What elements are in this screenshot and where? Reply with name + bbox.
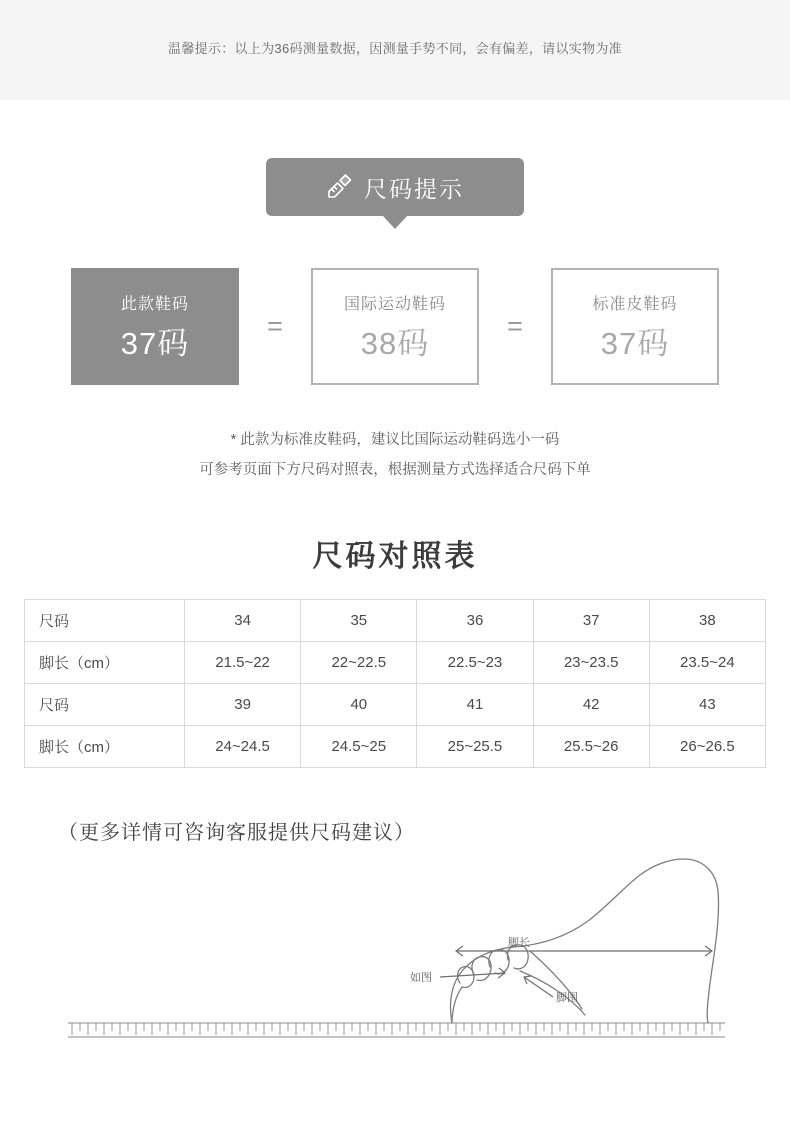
table-row-header: 尺码 (25, 684, 185, 726)
size-tip-banner (0, 158, 790, 216)
conversion-value: 37码 (120, 325, 190, 361)
size-table (24, 599, 766, 768)
conversion-box-international-sport (311, 268, 479, 385)
table-cell: 23~23.5 (533, 642, 649, 684)
table-cell: 24.5~25 (301, 726, 417, 768)
diagram-label-as-shown: 如图 (410, 972, 432, 984)
table-cell: 25.5~26 (533, 726, 649, 768)
conversion-caption: 此款鞋码 (120, 295, 189, 313)
foot-measure-diagram (0, 851, 790, 1076)
equals-sign-1: = (267, 311, 283, 341)
table-cell: 42 (533, 684, 649, 726)
table-cell: 26~26.5 (649, 726, 765, 768)
table-cell: 24~24.5 (185, 726, 301, 768)
table-cell: 38 (649, 600, 765, 642)
table-cell: 23.5~24 (649, 642, 765, 684)
table-row-header: 脚长（cm） (25, 726, 185, 768)
size-tip-bubble (266, 158, 524, 216)
table-row-header: 尺码 (25, 600, 185, 642)
size-table-title: 尺码对照表 (312, 540, 478, 573)
table-row (25, 684, 766, 726)
diagram-label-foot-length: 脚长 (508, 937, 530, 949)
size-conversion-row (0, 268, 790, 385)
size-tip-label: 尺码提示 (364, 175, 464, 202)
more-info-text: （更多详情可咨询客服提供尺码建议） (58, 822, 415, 844)
size-notes (0, 425, 790, 485)
ruler-pencil-icon (326, 174, 352, 200)
table-cell: 35 (301, 600, 417, 642)
conversion-box-this-style (71, 268, 239, 385)
equals-sign-2: = (507, 311, 523, 341)
size-table-wrapper (24, 599, 766, 768)
table-cell: 40 (301, 684, 417, 726)
table-row (25, 726, 766, 768)
size-note-line-2: 可参考页面下方尺码对照表，根据测量方式选择适合尺码下单 (199, 462, 591, 478)
conversion-value: 38码 (360, 325, 430, 361)
table-cell: 34 (185, 600, 301, 642)
notice-text: 温馨提示：以上为36码测量数据，因测量手势不同，会有偏差，请以实物为准 (168, 41, 622, 56)
conversion-box-standard-leather (551, 268, 719, 385)
table-cell: 37 (533, 600, 649, 642)
table-cell: 41 (417, 684, 533, 726)
table-row-header: 脚长（cm） (25, 642, 185, 684)
notice-band (0, 0, 790, 100)
conversion-value: 37码 (600, 325, 670, 361)
conversion-caption: 国际运动鞋码 (343, 295, 446, 313)
diagram-label-foot-girth: 脚围 (556, 992, 578, 1004)
table-cell: 36 (417, 600, 533, 642)
conversion-caption: 标准皮鞋码 (592, 295, 678, 313)
table-cell: 21.5~22 (185, 642, 301, 684)
table-cell: 22~22.5 (301, 642, 417, 684)
size-note-line-1: * 此款为标准皮鞋码，建议比国际运动鞋码选小一码 (230, 432, 560, 448)
table-row (25, 600, 766, 642)
table-cell: 25~25.5 (417, 726, 533, 768)
table-row (25, 642, 766, 684)
table-cell: 22.5~23 (417, 642, 533, 684)
table-cell: 39 (185, 684, 301, 726)
table-cell: 43 (649, 684, 765, 726)
